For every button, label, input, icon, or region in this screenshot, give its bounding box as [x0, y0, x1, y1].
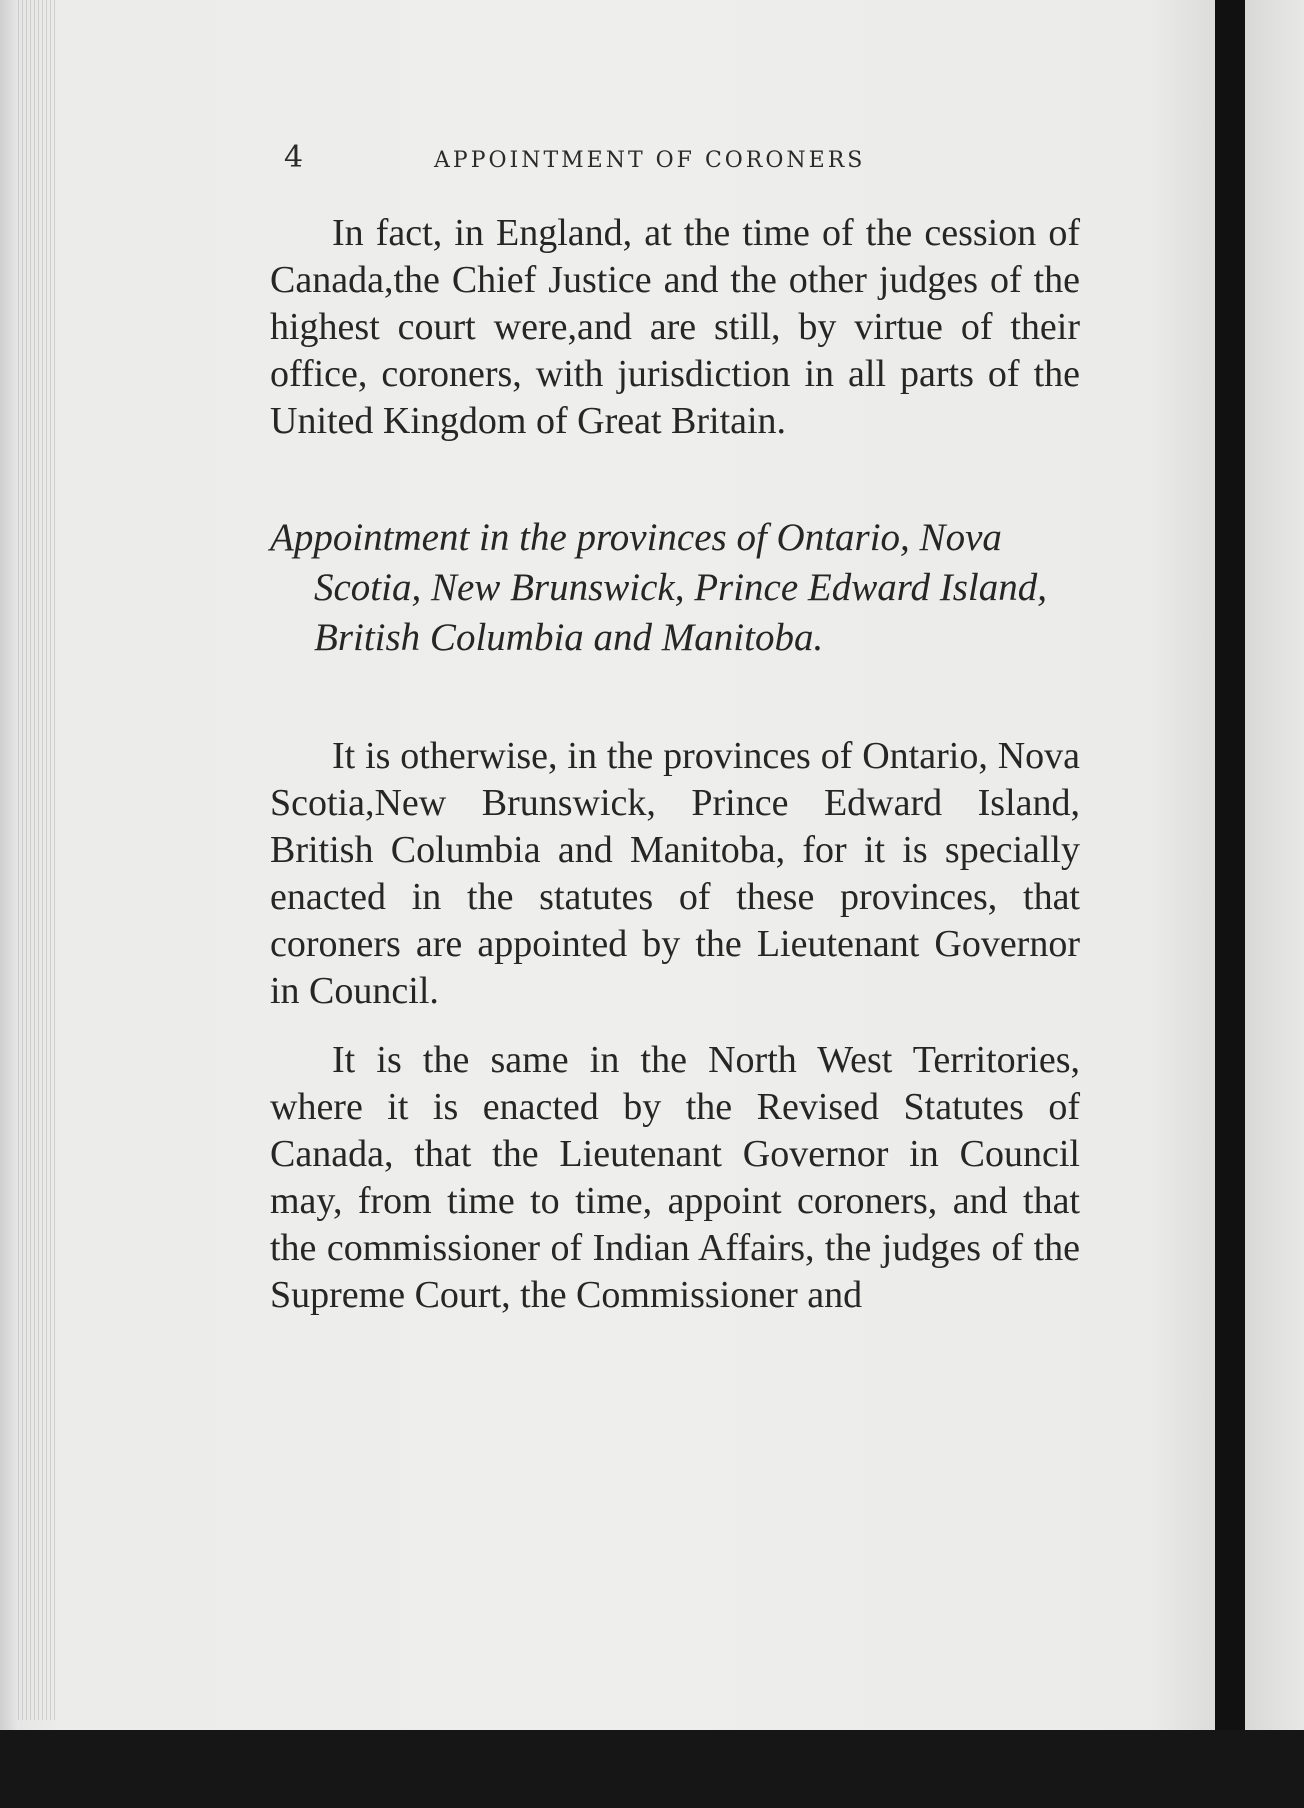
- paragraph-provinces: It is otherwise, in the provinces of Ontario, Nova Scotia,New Brunswick, Prince Edward Island, British Columbia and Manitoba, for it is specially enacted in the statutes of these provinces, that coroners are appointed by the Lieutenant Governor in Council.: [270, 735, 1080, 1012]
- page-body: [270, 210, 1080, 1319]
- paragraph-england: In fact, in England, at the time of the cession of Canada,the Chief Justice and the other judges of the highest court were,and are still, by virtue of their office, coroners, with jurisdiction in all parts of the United Kingdom of Great Britain.: [270, 212, 1080, 442]
- page-number: 4: [284, 140, 304, 175]
- scan-background: [0, 1730, 1304, 1808]
- book-spine-shadow: [1215, 0, 1245, 1808]
- facing-page-edge: [1245, 0, 1304, 1730]
- running-head: [284, 140, 964, 180]
- section-heading: Appointment in the provinces of Ontario, Nova Scotia, New Brunswick, Prince Edward Island, British Columbia and Manitoba.: [270, 516, 1047, 659]
- page-edge-lines: [18, 0, 58, 1720]
- running-title: APPOINTMENT OF CORONERS: [434, 148, 866, 173]
- paragraph-north-west-territories: It is the same in the North West Territories, where it is enacted by the Revised Statutes of Canada, that the Lieutenant Governor in Council may, from time to time, appoint coroners, and that the commissioner of Indian Affairs, the judges of the Supreme Court, the Commissioner and: [270, 1039, 1080, 1316]
